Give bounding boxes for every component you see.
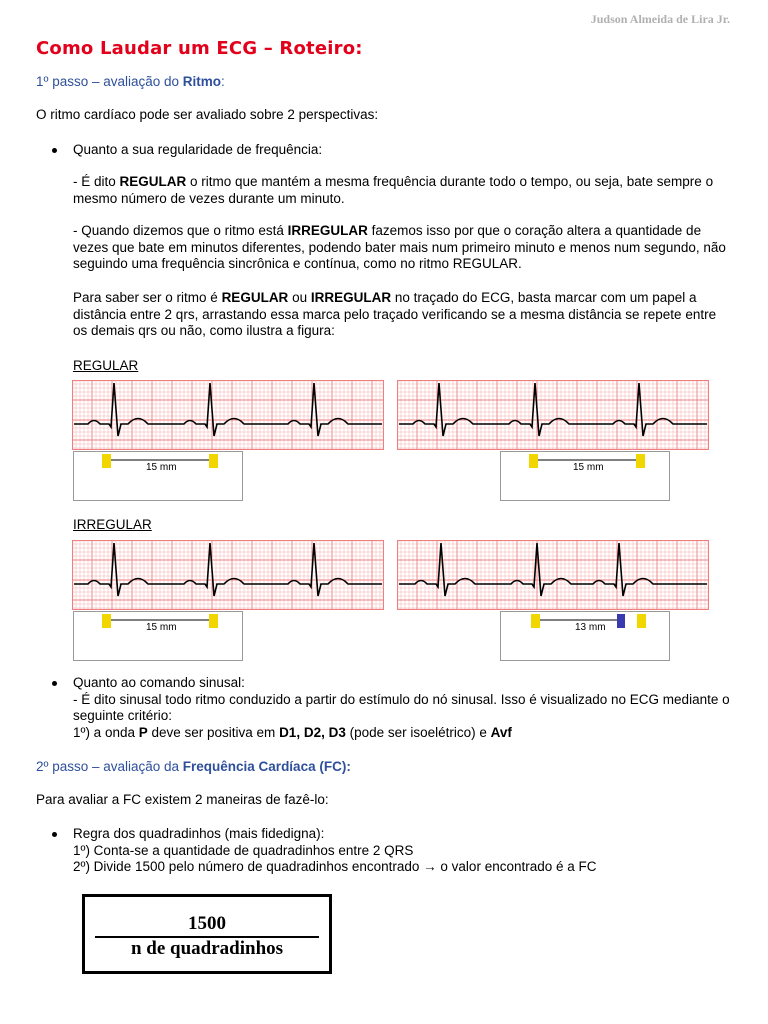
ruler-card [73, 611, 243, 661]
regular-paragraph: - É dito REGULAR o ritmo que mantém a mesma frequência durante todo o tempo, ou seja, bate sempre o mesmo número de vezes durante um minuto. [73, 174, 714, 206]
ruler-label: 15 mm [146, 622, 177, 633]
author-header: Judson Almeida de Lira Jr. [590, 12, 730, 26]
label-regular: REGULAR [73, 358, 139, 373]
step1-heading: 1º passo – avaliação do Ritmo: [36, 74, 225, 89]
ecg-strip-regular-2 [397, 380, 709, 450]
step2-heading: 2º passo – avaliação da Frequência Cardíaca (FC): [36, 759, 351, 774]
bullet-dot [52, 148, 57, 153]
ruler-label: 15 mm [146, 462, 177, 473]
bullet-squares-rule: Regra dos quadradinhos (mais fidedigna): 1º) Conta-se a quantidade de quadradinhos entre 2 QRS 2º) Divide 1500 pelo número de quadradinhos encontrado → o valor encontrado é a FC [73, 826, 597, 874]
ecg-strip-regular-1 [72, 380, 384, 450]
how-paragraph: Para saber ser o ritmo é REGULAR ou IRREGULAR no traçado do ECG, basta marcar com um papel a distância entre 2 qrs, arrastando essa marca pelo traçado verificando se a mesma distância se repete entre os demais qrs ou não, como ilustra a figura: [73, 290, 717, 338]
bullet-dot [52, 681, 57, 686]
ruler-label: 15 mm [573, 462, 604, 473]
ecg-strip-irregular-1 [72, 540, 384, 610]
ecg-strip-irregular-2 [397, 540, 709, 610]
bullet-sinus: Quanto ao comando sinusal: - É dito sinusal todo ritmo conduzido a partir do estímulo do nó sinusal. Isso é visualizado no ECG mediante o seguinte critério: 1º) a onda P deve ser positiva em D1, D2, D3 (pode ser isoelétrico) e Avf [73, 675, 730, 740]
ruler-card [500, 611, 670, 661]
ruler-label: 13 mm [575, 622, 606, 633]
ruler-card [73, 451, 243, 501]
formula-denominator: n de quadradinhos [130, 938, 284, 959]
bullet-dot [52, 832, 57, 837]
page-title: Como Laudar um ECG – Roteiro: [36, 38, 363, 59]
irregular-paragraph: - Quando dizemos que o ritmo está IRREGULAR fazemos isso por que o coração altera a quantidade de vezes que bate em minutos diferentes, podendo bater mais num primeiro minuto e menos num segundo, não seguindo uma frequência sincrônica e contínua, como no ritmo REGULAR. [73, 223, 726, 271]
bullet-regularity: Quanto a sua regularidade de frequência: [73, 142, 323, 157]
fc-formula-box [82, 894, 332, 974]
label-irregular: IRREGULAR [73, 517, 152, 532]
ruler-card [500, 451, 670, 501]
formula-numerator: 1500 [188, 913, 226, 934]
intro-text: O ritmo cardíaco pode ser avaliado sobre 2 perspectivas: [36, 107, 379, 122]
fc-intro: Para avaliar a FC existem 2 maneiras de fazê-lo: [36, 792, 329, 807]
